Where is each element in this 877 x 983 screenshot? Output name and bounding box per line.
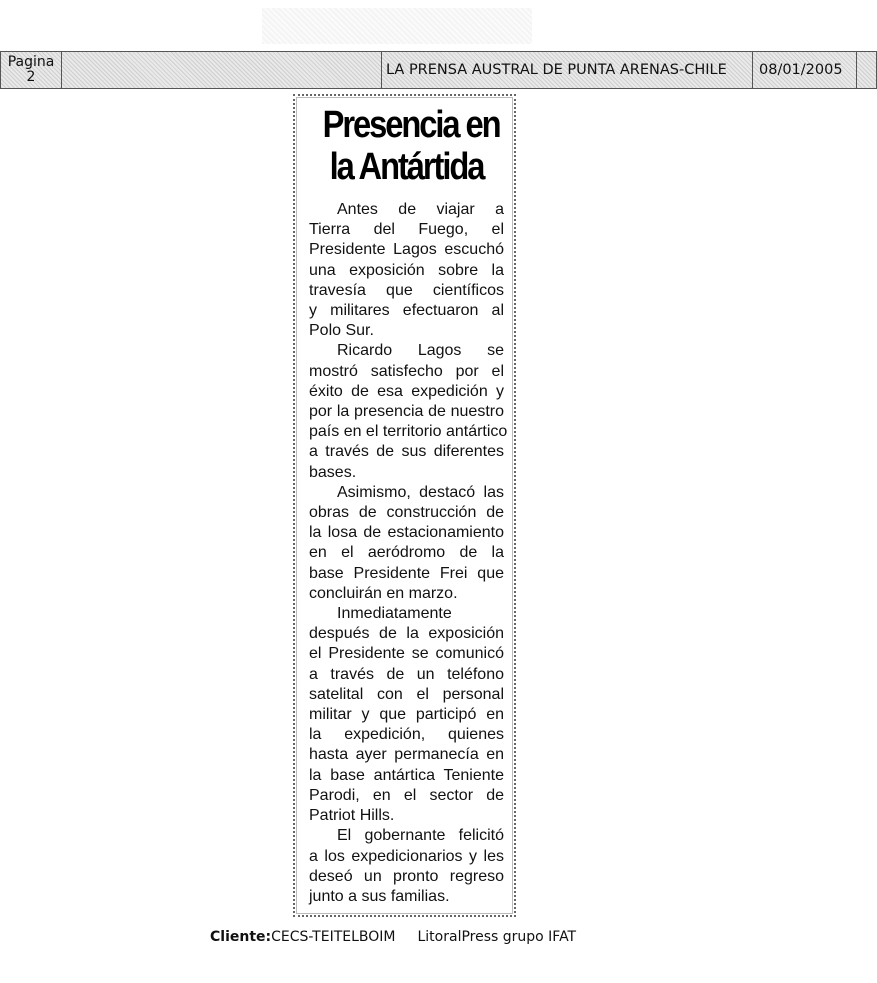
article-line: Asimismo, destacó las bbox=[337, 483, 504, 501]
article-line: El gobernante felicitó bbox=[337, 827, 504, 845]
article-line: bases. bbox=[309, 463, 357, 481]
article-line: el Presidente se comunicó bbox=[309, 645, 504, 663]
article-line: Polo Sur. bbox=[309, 322, 374, 340]
article-line: Ricardo Lagos se bbox=[337, 342, 504, 360]
article-line: la losa de estacionamiento bbox=[309, 524, 504, 542]
page-label: Pagina bbox=[7, 54, 55, 70]
page-number: 2 bbox=[26, 69, 36, 85]
article-line: por la presencia de nuestro bbox=[309, 403, 504, 421]
headline-line: la Antártida bbox=[329, 146, 484, 188]
article-line: la expedición, quienes bbox=[309, 726, 504, 744]
article-line: Patriot Hills. bbox=[309, 807, 395, 825]
client-name: CECS-TEITELBOIM bbox=[271, 929, 396, 945]
article-line: deseó un pronto regreso bbox=[309, 867, 504, 885]
article-line: a los expedicionarios y les bbox=[309, 847, 504, 865]
article-body bbox=[309, 200, 508, 907]
article-line: Inmediatamente bbox=[337, 605, 452, 623]
article-line: éxito de esa expedición y bbox=[309, 382, 504, 400]
article-line: después de la exposición bbox=[309, 625, 504, 643]
article-line: en el aeródromo de la bbox=[309, 544, 504, 562]
article-line: concluirán en marzo. bbox=[309, 584, 458, 602]
article-line: la base antártica Teniente bbox=[309, 766, 504, 784]
article-line: Antes de viajar a bbox=[337, 201, 504, 218]
page-cell bbox=[0, 51, 62, 89]
news-article bbox=[293, 94, 516, 917]
article-line: base Presidente Frei que bbox=[309, 564, 504, 582]
article-line: junto a sus familias. bbox=[309, 887, 450, 905]
publication-name: LA PRENSA AUSTRAL DE PUNTA ARENAS-CHILE bbox=[382, 51, 753, 89]
headline-line: Presencia en bbox=[322, 104, 500, 146]
article-line: a través de sus diferentes bbox=[309, 443, 504, 461]
article-line: y militares efectuaron al bbox=[309, 302, 504, 320]
scan-smudge bbox=[262, 8, 532, 44]
article-line: obras de construcción de bbox=[309, 504, 504, 522]
article-line: a través de un teléfono bbox=[309, 665, 504, 683]
article-line: hasta ayer permanecía en bbox=[309, 746, 504, 764]
article-line: Parodi, en el sector de bbox=[309, 786, 504, 804]
article-line: país en el territorio antártico bbox=[309, 423, 508, 441]
article-line: travesía que científicos bbox=[309, 281, 504, 299]
article-headline bbox=[322, 104, 500, 188]
article-line: una exposición sobre la bbox=[309, 261, 504, 279]
publication-date: 08/01/2005 bbox=[753, 51, 857, 89]
article-line: militar y que participó en bbox=[309, 706, 504, 724]
header-blank-cell bbox=[62, 51, 382, 89]
provider-name: LitoralPress grupo IFAT bbox=[417, 929, 577, 945]
client-label: Cliente: bbox=[210, 929, 272, 945]
header-end-cell bbox=[857, 51, 877, 89]
article-line: Tierra del Fuego, el bbox=[309, 221, 504, 239]
article-line: satelital con el personal bbox=[309, 685, 504, 703]
article-line: mostró satisfecho por el bbox=[309, 362, 504, 380]
article-line: Presidente Lagos escuchó bbox=[309, 241, 504, 259]
clipping-footer bbox=[210, 929, 576, 945]
clipping-header bbox=[0, 51, 877, 89]
